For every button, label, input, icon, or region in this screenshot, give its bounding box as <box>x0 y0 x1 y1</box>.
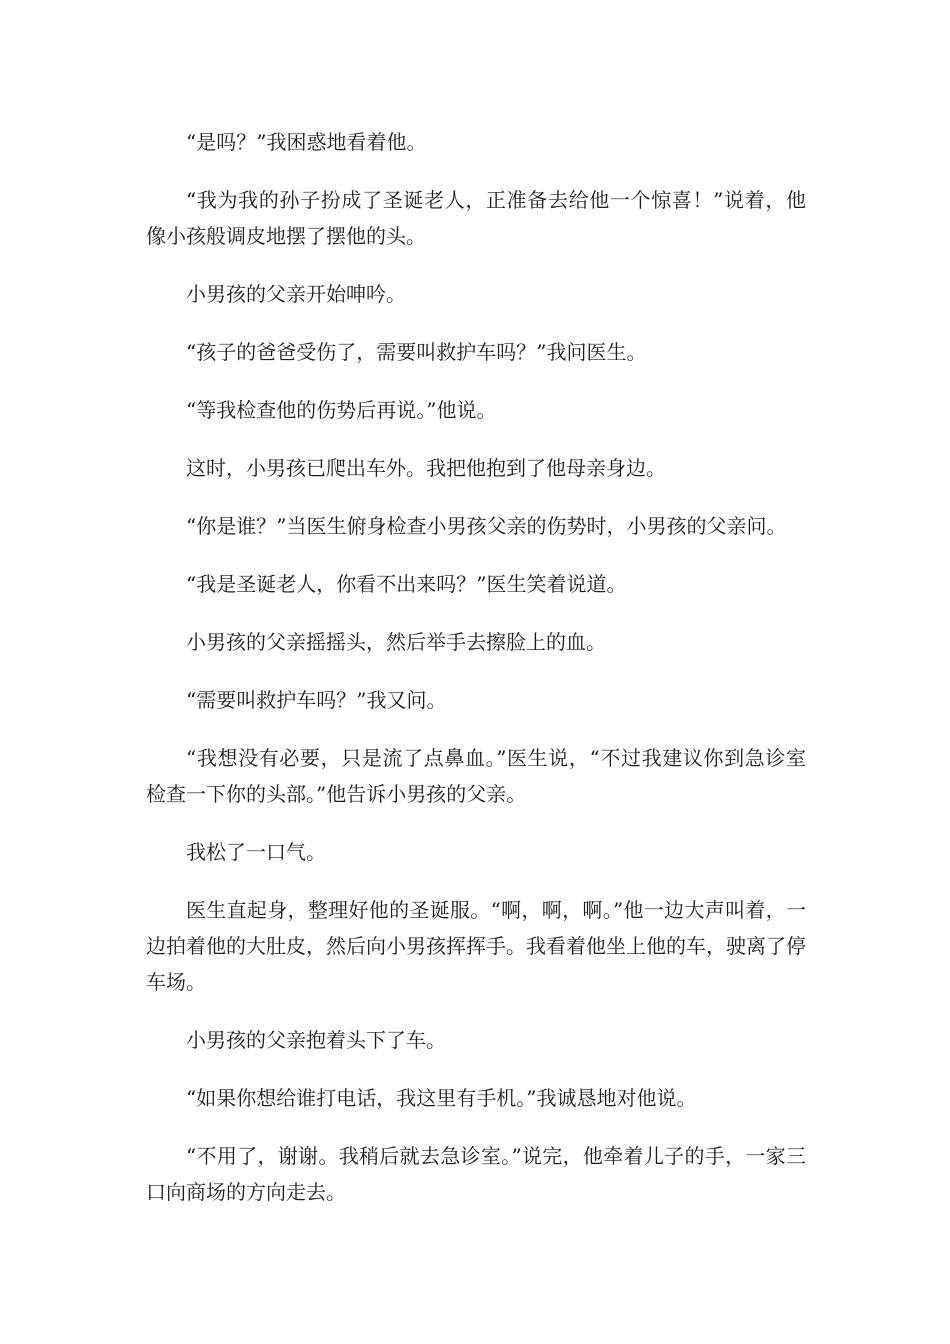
paragraph-11: “我想没有必要，只是流了点鼻血。”医生说，“不过我建议你到急诊室检查一下你的头部。”他告诉小男孩的父亲。 <box>146 746 806 806</box>
paragraph-6: 这时，小男孩已爬出车外。我把他抱到了他母亲身边。 <box>186 456 666 480</box>
paragraph-5: “等我检查他的伤势后再说。”他说。 <box>186 398 497 422</box>
paragraph-2: “我为我的孙子扮成了圣诞老人，正准备去给他一个惊喜！”说着，他像小孩般调皮地摆了摆他的头。 <box>146 188 806 248</box>
story-text <box>146 124 806 1232</box>
paragraph-15: “如果你想给谁打电话，我这里有手机。”我诚恳地对他说。 <box>186 1086 697 1110</box>
paragraph-14: 小男孩的父亲抱着头下了车。 <box>186 1028 446 1052</box>
paragraph-16: “不用了，谢谢。我稍后就去急诊室。”说完，他牵着儿子的手，一家三口向商场的方向走去。 <box>146 1144 806 1204</box>
paragraph-12: 我松了一口气。 <box>186 840 326 864</box>
paragraph-8: “我是圣诞老人，你看不出来吗？”医生笑着说道。 <box>186 572 627 596</box>
paragraph-3: 小男孩的父亲开始呻吟。 <box>186 282 406 306</box>
paragraph-4: “孩子的爸爸受伤了，需要叫救护车吗？”我问医生。 <box>186 340 647 364</box>
paragraph-7: “你是谁？”当医生俯身检查小男孩父亲的伤势时，小男孩的父亲问。 <box>186 514 787 538</box>
paragraph-13: 医生直起身，整理好他的圣诞服。“啊，啊，啊。”他一边大声叫着，一边拍着他的大肚皮，然后向小男孩挥挥手。我看着他坐上他的车，驶离了停车场。 <box>146 898 806 994</box>
paragraph-10: “需要叫救护车吗？”我又问。 <box>186 688 447 712</box>
paragraph-1: “是吗？”我困惑地看着他。 <box>186 130 427 154</box>
paragraph-9: 小男孩的父亲摇摇头，然后举手去擦脸上的血。 <box>186 630 606 654</box>
